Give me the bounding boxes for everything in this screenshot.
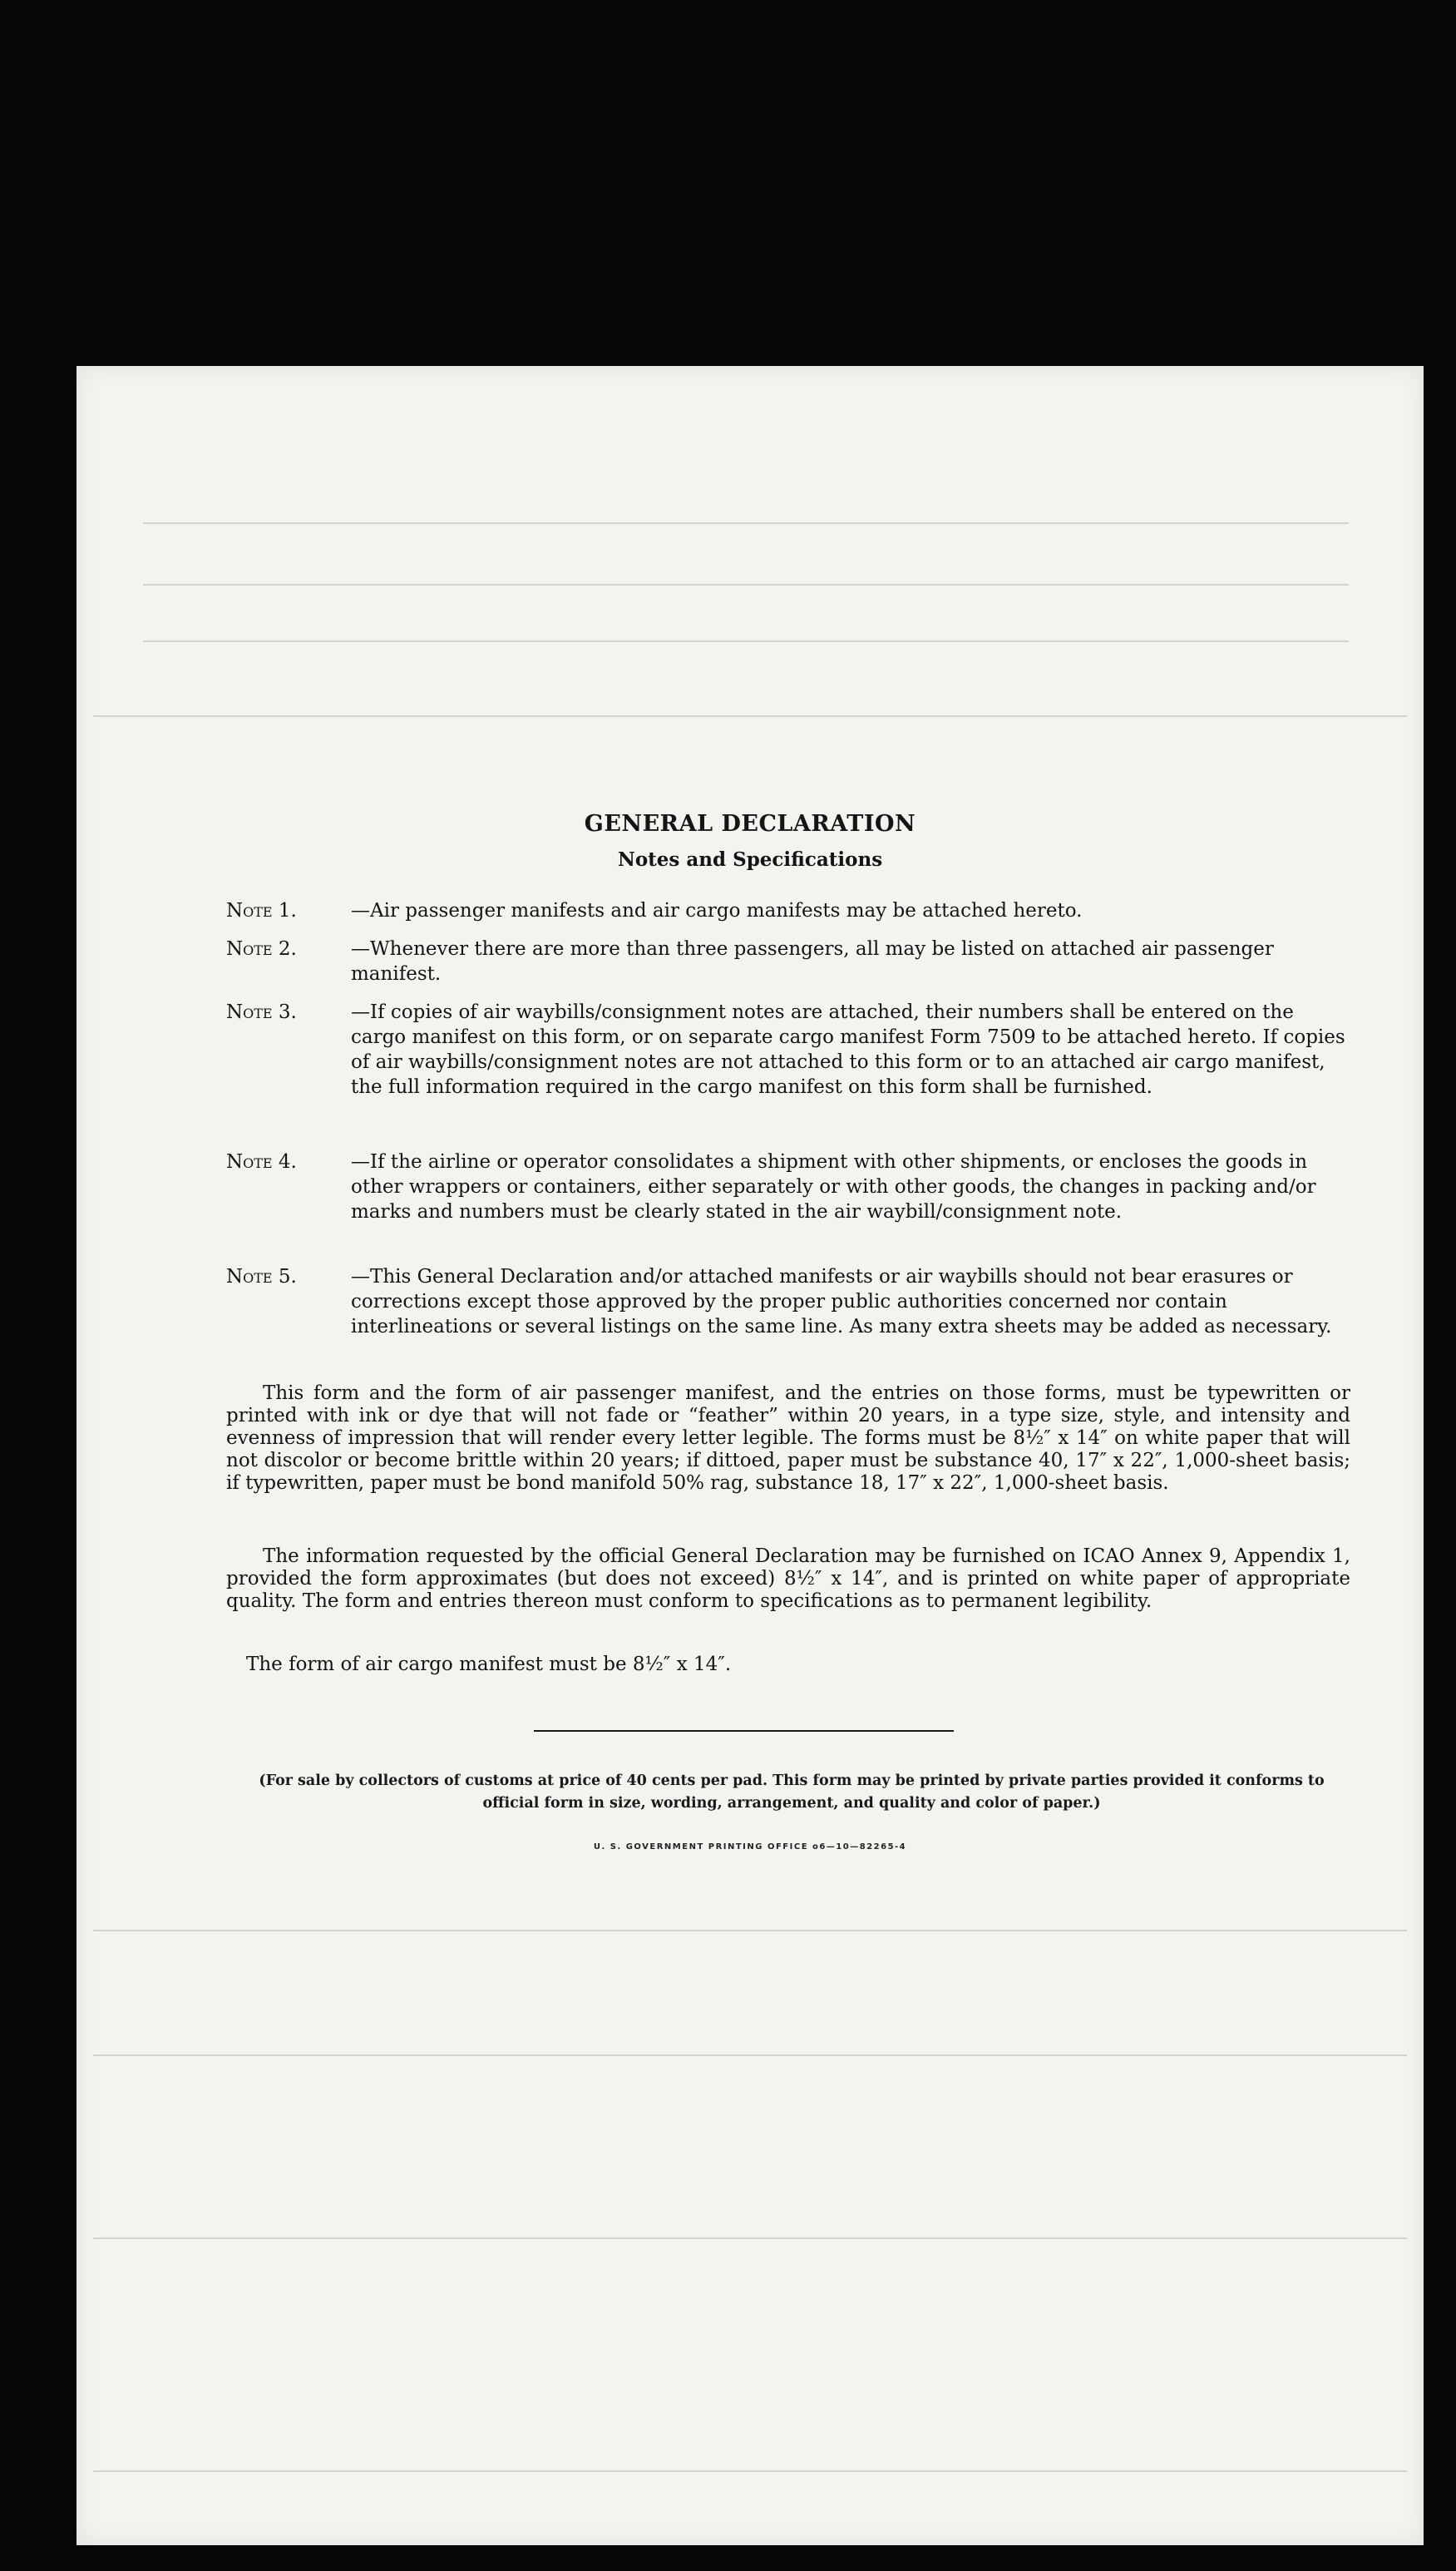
bleed-line: [93, 2470, 1407, 2472]
bleed-line: [93, 1930, 1407, 1931]
note-text: —Whenever there are more than three passengers, all may be listed on attached air passenger manifest.: [351, 938, 1274, 985]
note-5: [226, 1264, 1350, 1339]
note-label: Note 2.: [226, 938, 297, 960]
note-2: [226, 937, 1350, 986]
note-text: —If copies of air waybills/consignment notes are attached, their numbers shall be entered on the cargo manifest on this form, or on separate cargo manifest Form 7509 to be attached hereto. If copies of air waybills/consignment notes are not attached to this form or to an attached air cargo manifest, the full information required in the cargo manifest on this form shall be furnished.: [351, 1001, 1345, 1098]
note-text: —This General Declaration and/or attached manifests or air waybills should not bear erasures or corrections except those approved by the proper public authorities concerned nor contain interlineations or several listings on the same line. As many extra sheets may be added as necessary.: [351, 1266, 1332, 1337]
bleed-line: [93, 715, 1407, 717]
printing-office-line: U. S. GOVERNMENT PRINTING OFFICE o6—10—82265-4: [593, 1842, 907, 1852]
document-page: [77, 366, 1424, 2545]
note-label: Note 5.: [226, 1266, 297, 1288]
note-label: Note 3.: [226, 1001, 297, 1023]
page-title: GENERAL DECLARATION: [584, 811, 916, 837]
note-4: [226, 1150, 1350, 1224]
bleed-line: [93, 2237, 1407, 2239]
divider: [534, 1730, 954, 1732]
bleed-line: [143, 640, 1349, 642]
note-3: [226, 1000, 1350, 1100]
paragraph-icao: The information requested by the official General Declaration may be furnished on ICAO Annex 9, Appendix 1, provided the form approximates (but does not exceed) 8½″ x 14″, and is printed on white paper of appropriate quality. The form and entries thereon must conform to specifications as to permanent legibility.: [226, 1545, 1350, 1612]
note-1: [226, 898, 1350, 923]
bleed-line: [143, 522, 1349, 524]
footer-note: (For sale by collectors of customs at price of 40 cents per pad. This form may be printed by private parties provided it conforms to official form in size, wording, arrangement, and quality and color of paper.): [259, 1773, 1325, 1812]
page-subtitle: Notes and Specifications: [617, 848, 883, 871]
note-label: Note 4.: [226, 1151, 297, 1173]
paragraph-form-specs: This form and the form of air passenger manifest, and the entries on those forms, must be typewritten or printed with ink or dye that will not fade or “feather” within 20 years, in a type size, style, and intensity and evenness of impression that will render every letter legible. The forms must be 8½″ x 14″ on white paper that will not discolor or become brittle within 20 years; if dittoed, paper must be substance 40, 17″ x 22″, 1,000-sheet basis; if typewritten, paper must be bond manifold 50% rag, substance 18, 17″ x 22″, 1,000-sheet basis.: [226, 1382, 1350, 1494]
bleed-line: [93, 2054, 1407, 2056]
note-text: —Air passenger manifests and air cargo manifests may be attached hereto.: [351, 900, 1083, 922]
note-label: Note 1.: [226, 900, 297, 922]
paragraph-cargo-size: The form of air cargo manifest must be 8½″ x 14″.: [246, 1654, 732, 1675]
note-text: —If the airline or operator consolidates a shipment with other shipments, or encloses the goods in other wrappers or containers, either separately or with other goods, the changes in packing and/or marks and numbers must be clearly stated in the air waybill/consignment note.: [351, 1151, 1316, 1223]
bleed-line: [143, 584, 1349, 586]
